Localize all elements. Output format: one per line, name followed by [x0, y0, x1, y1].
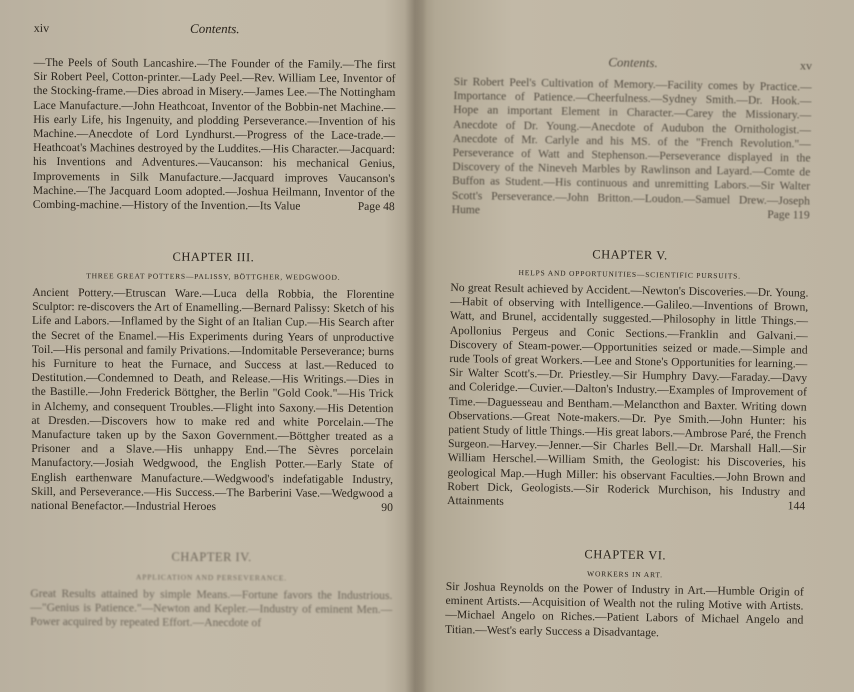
right-page	[445, 0, 813, 639]
chapter4-contents-text: Great Results attained by simple Means.—Fortune favors the Industrious.—"Genius is Patience."—Newton and Kepler.—Industry of eminent Men.—Power acquired by repeated Effort.—Anecdote of	[30, 586, 393, 630]
chapter3-heading: CHAPTER III.	[172, 249, 255, 265]
right-page-number: xv	[799, 58, 813, 73]
right-running-head	[454, 53, 812, 75]
book-gutter	[405, 0, 427, 692]
chapter2-contents	[33, 56, 396, 214]
chapter4-contents	[30, 587, 392, 632]
chapter4-page-ref: Page 119	[767, 207, 810, 222]
left-page-number: xiv	[33, 20, 50, 35]
chapter5-subtitle: HELPS AND OPPORTUNITIES—SCIENTIFIC PURSUITS.	[518, 268, 741, 281]
chapter5-heading: CHAPTER V.	[592, 247, 668, 263]
chapter4-continued-contents	[452, 75, 812, 223]
chapter6-contents	[445, 580, 804, 642]
chapter5-contents-text: No great Result achieved by Accident.—Newton's Discoveries.—Dr. Young.—Habit of observing with Intelligence.—Galileo.—Inventions of Brown, Watt, and Brunel, accidentally suggested.—Philosophy in little Things.—Apollonius Pergeus and Conic Sections.—Franklin and Galvani.—Discovery of Steam-power.—Opportunities seized or made.—Simple and rude Tools of great Workers.—Lee and Stone's Opportunities for learning.—Sir Walter Scott's.—Dr. Priestley.—Sir Humphry Davy.—Faraday.—Davy and Coleridge.—Cuvier.—Dalton's Industry.—Examples of Improvement of Time.—Daguesseau and Bentham.—Melancthon and Baxter. Writing down Observations.—Great Note-makers.—Dr. Pye Smith.—John Hunter: his patient Study of little Things.—His great labors.—Ambrose Paré, the French Surgeon.—Harvey.—Jenner.—Sir Charles Bell.—Dr. Marshall Hall.—Sir William Herschel.—William Smith, the Geologist: his Discoveries, his geological Map.—Hugh Miller: his observant Faculties.—John Brown and Robert Dick, Geologists.—Sir Roderick Murchison, his Industry and Attainments	[447, 280, 809, 508]
chapter6-contents-text: Sir Joshua Reynolds on the Power of Industry in Art.—Humble Origin of eminent Artists.—Acquisition of Wealth not the ruling Motive with Artists.—Michael Angelo on Riches.—Patient Labors of Michael Angelo and Titian.—West's early Success a Disadvantage.	[445, 579, 804, 639]
chapter3-contents-text: Ancient Pottery.—Etruscan Ware.—Luca della Robbia, the Florentine Sculptor: re-discovers the Art of Enamelling.—Bernard Palissy: Sketch of his Life and Labors.—Inflamed by the Sight of an Italian Cup.—His Search after the Secret of the Enamel.—His Experiments during Years of unproductive Toil.—His personal and family Privations.—Indomitable Perseverance; burns his Furniture to heat the Furnace, and Success at last.—Reduced to Destitution.—Condemned to Death, and Release.—His Writings.—Dies in the Bastille.—John Frederick Böttgher, the Berlin "Gold Cook."—His Trick in Alchemy, and consequent Troubles.—Flight into Saxony.—His Detention at Dresden.—Discovers how to make red and white Porcelain.—The Manufacture taken up by the Saxon Government.—Böttgher treated as a Prisoner and a Slave.—His unhappy End.—The Sèvres porcelain Manufactory.—Josiah Wedgwood, the English Potter.—Early State of English earthenware Manufacture.—Wedgwood's indefatigable Industry, Skill, and Perseverance.—His Success.—The Barberini Vase.—Wedgwood a national Benefactor.—Industrial Heroes	[30, 285, 395, 514]
chapter3-subtitle: THREE GREAT POTTERS—PALISSY, BÖTTGHER, WEDGWOOD.	[86, 271, 341, 282]
chapter6-heading: CHAPTER VI.	[584, 547, 667, 563]
left-page	[30, 0, 396, 630]
chapter4-continued-text: Sir Robert Peel's Cultivation of Memory.—Facility comes by Practice.—Importance of Patience.—Cheerfulness.—Sydney Smith.—Dr. Hook.—Hope an important Element in Character.—Carey the Missionary.—Anecdote of Dr. Young.—Anecdote of Audubon the Ornithologist.—Anecdote of Mr. Carlyle and his MS. of the "French Revolution."—Perseverance of Watt and Stephenson.—Perseverance displayed in the Discovery of the Nineveh Marbles by Rawlinson and Layard.—Comte de Buffon as Student.—His continuous and unremitting Labors.—Sir Walter Scott's Perseverance.—John Britton.—Loudon.—Samuel Drew.—Joseph Hume	[451, 74, 812, 217]
right-running-title: Contents.	[608, 54, 658, 71]
chapter6-subtitle: WORKERS IN ART.	[587, 569, 663, 580]
left-running-title: Contents.	[190, 20, 240, 37]
left-running-head	[34, 21, 396, 39]
chapter3-contents	[31, 286, 394, 515]
chapter4-subtitle: APPLICATION AND PERSEVERANCE.	[135, 572, 287, 583]
chapter4-heading: CHAPTER IV.	[171, 549, 252, 565]
chapter5-contents	[447, 281, 809, 514]
chapter2-page-ref: Page 48	[357, 199, 395, 214]
chapter5-page-ref: 144	[787, 499, 806, 513]
chapter3-page-ref: 90	[381, 501, 393, 515]
chapter2-contents-text: —The Peels of South Lancashire.—The Founder of the Family.—The first Sir Robert Peel, Cotton-printer.—Lady Peel.—Rev. William Lee, Inventor of the Stocking-frame.—Dies abroad in Misery.—James Lee.—The Nottingham Lace Manufacture.—John Heathcoat, Inventor of the Bobbin-net Machine.—His early Life, his Ingenuity, and plodding Perseverance.—Invention of his Machine.—Anecdote of Lord Lyndhurst.—Progress of the Lace-trade.—Heathcoat's Machines destroyed by the Luddites.—His Character.—Jacquard: his Inventions and Adventures.—Vaucanson: his mechanical Genius, Improvements in Silk Manufacture.—Jacquard improves Vaucanson's Machine.—The Jacquard Loom adopted.—Joshua Heilmann, Inventor of the Combing-machine.—History of the Invention.—Its Value	[32, 55, 396, 213]
